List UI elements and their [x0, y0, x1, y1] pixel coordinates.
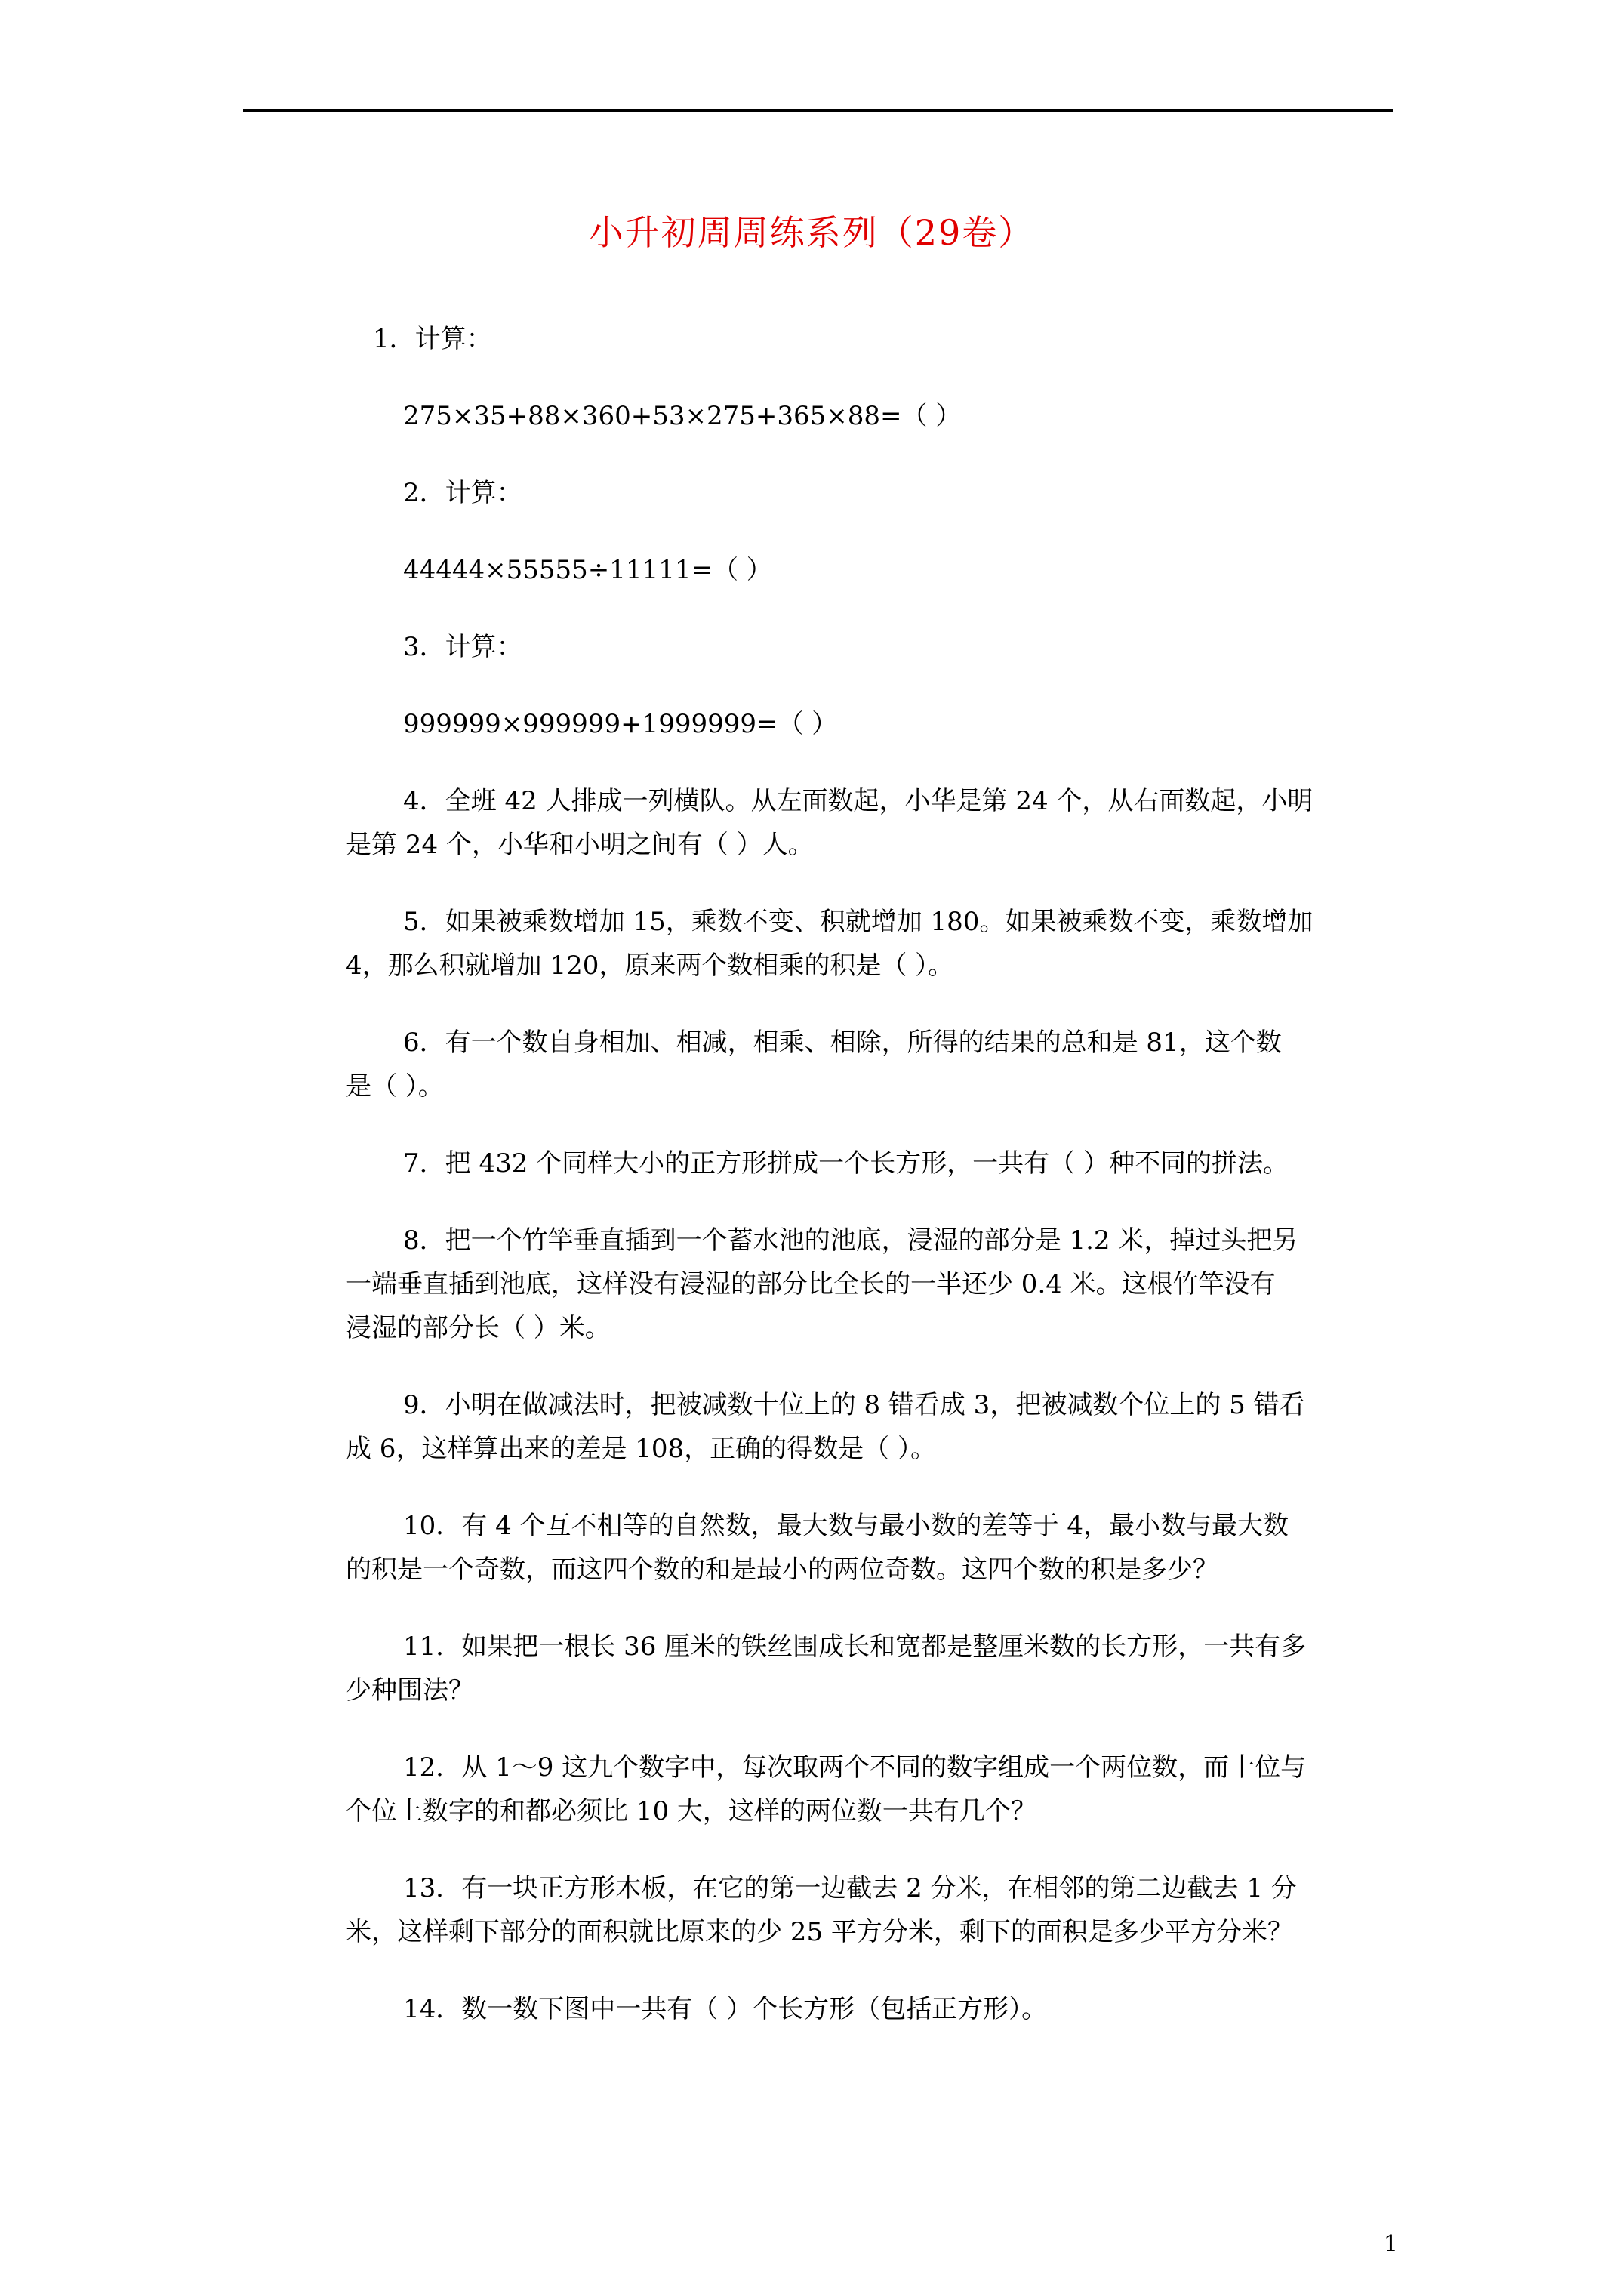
question-line: 11．如果把一根长 36 厘米的铁丝围成长和宽都是整厘米数的长方形，一共有多	[403, 1632, 1307, 1662]
question-block	[346, 1504, 1387, 1592]
question-line: 13．有一块正方形木板，在它的第一边截去 2 分米，在相邻的第二边截去 1 分	[403, 1873, 1297, 1903]
question-line: 的积是一个奇数，而这四个数的和是最小的两位奇数。这四个数的积是多少？	[346, 1555, 1218, 1585]
question-block	[346, 394, 1387, 438]
question-line: 个位上数字的和都必须比 10 大，这样的两位数一共有几个？	[346, 1796, 1036, 1826]
question-line: 275×35+88×360+53×275+365×88=（ ）	[403, 401, 962, 431]
question-line: 9．小明在做减法时，把被减数十位上的 8 错看成 3，把被减数个位上的 5 错看	[403, 1390, 1305, 1420]
question-line: 2．计算：	[403, 478, 522, 508]
question-block	[346, 1746, 1387, 1833]
question-block	[346, 1021, 1387, 1108]
question-block	[346, 1383, 1387, 1471]
question-block	[346, 317, 1387, 361]
question-line: 4．全班 42 人排成一列横队。从左面数起，小华是第 24 个，从右面数起，小明	[403, 786, 1313, 816]
question-block	[346, 1219, 1387, 1350]
question-line: 8．把一个竹竿垂直插到一个蓄水池的池底，浸湿的部分是 1.2 米，掉过头把另	[403, 1225, 1298, 1256]
question-line: 7．把 432 个同样大小的正方形拼成一个长方形，一共有（ ）种不同的拼法。	[403, 1148, 1289, 1179]
question-line: 是（ ）。	[346, 1071, 444, 1102]
question-line: 浸湿的部分长（ ）米。	[346, 1313, 611, 1343]
question-line: 1．计算：	[373, 324, 492, 354]
question-line: 米，这样剩下部分的面积就比原来的少 25 平方分米，剩下的面积是多少平方分米？	[346, 1917, 1293, 1947]
header-rule	[243, 109, 1393, 112]
question-line: 12．从 1～9 这九个数字中，每次取两个不同的数字组成一个两位数，而十位与	[403, 1752, 1307, 1783]
question-line: 14．数一数下图中一共有（ ）个长方形（包括正方形）。	[403, 1994, 1048, 2024]
question-block	[346, 625, 1387, 669]
question-line: 少种围法？	[346, 1675, 474, 1706]
question-line: 成 6，这样算出来的差是 108，正确的得数是（ ）。	[346, 1434, 936, 1464]
question-line: 4，那么积就增加 120，原来两个数相乘的积是（ ）。	[346, 951, 954, 981]
question-block	[346, 702, 1387, 746]
question-line: 3．计算：	[403, 632, 522, 662]
question-block	[346, 471, 1387, 515]
question-line: 是第 24 个，小华和小明之间有（ ）人。	[346, 830, 814, 860]
question-block	[346, 1866, 1387, 1954]
question-list	[346, 317, 1387, 2064]
question-line: 10．有 4 个互不相等的自然数，最大数与最小数的差等于 4，最小数与最大数	[403, 1511, 1289, 1541]
question-line: 5．如果被乘数增加 15，乘数不变、积就增加 180。如果被乘数不变，乘数增加	[403, 907, 1313, 937]
question-block	[346, 1987, 1387, 2031]
page-number: 1	[1383, 2231, 1398, 2257]
question-block	[346, 900, 1387, 988]
question-line: 6．有一个数自身相加、相减，相乘、相除，所得的结果的总和是 81，这个数	[403, 1028, 1282, 1058]
question-block	[346, 1625, 1387, 1712]
question-line: 44444×55555÷11111=（ ）	[403, 555, 772, 585]
question-line: 999999×999999+1999999=（ ）	[403, 709, 838, 739]
question-block	[346, 779, 1387, 867]
question-block	[346, 1142, 1387, 1185]
page-title: 小升初周周练系列（29卷）	[588, 212, 1035, 253]
question-block	[346, 548, 1387, 592]
question-line: 一端垂直插到池底，这样没有浸湿的部分比全长的一半还少 0.4 米。这根竹竿没有	[346, 1269, 1276, 1299]
